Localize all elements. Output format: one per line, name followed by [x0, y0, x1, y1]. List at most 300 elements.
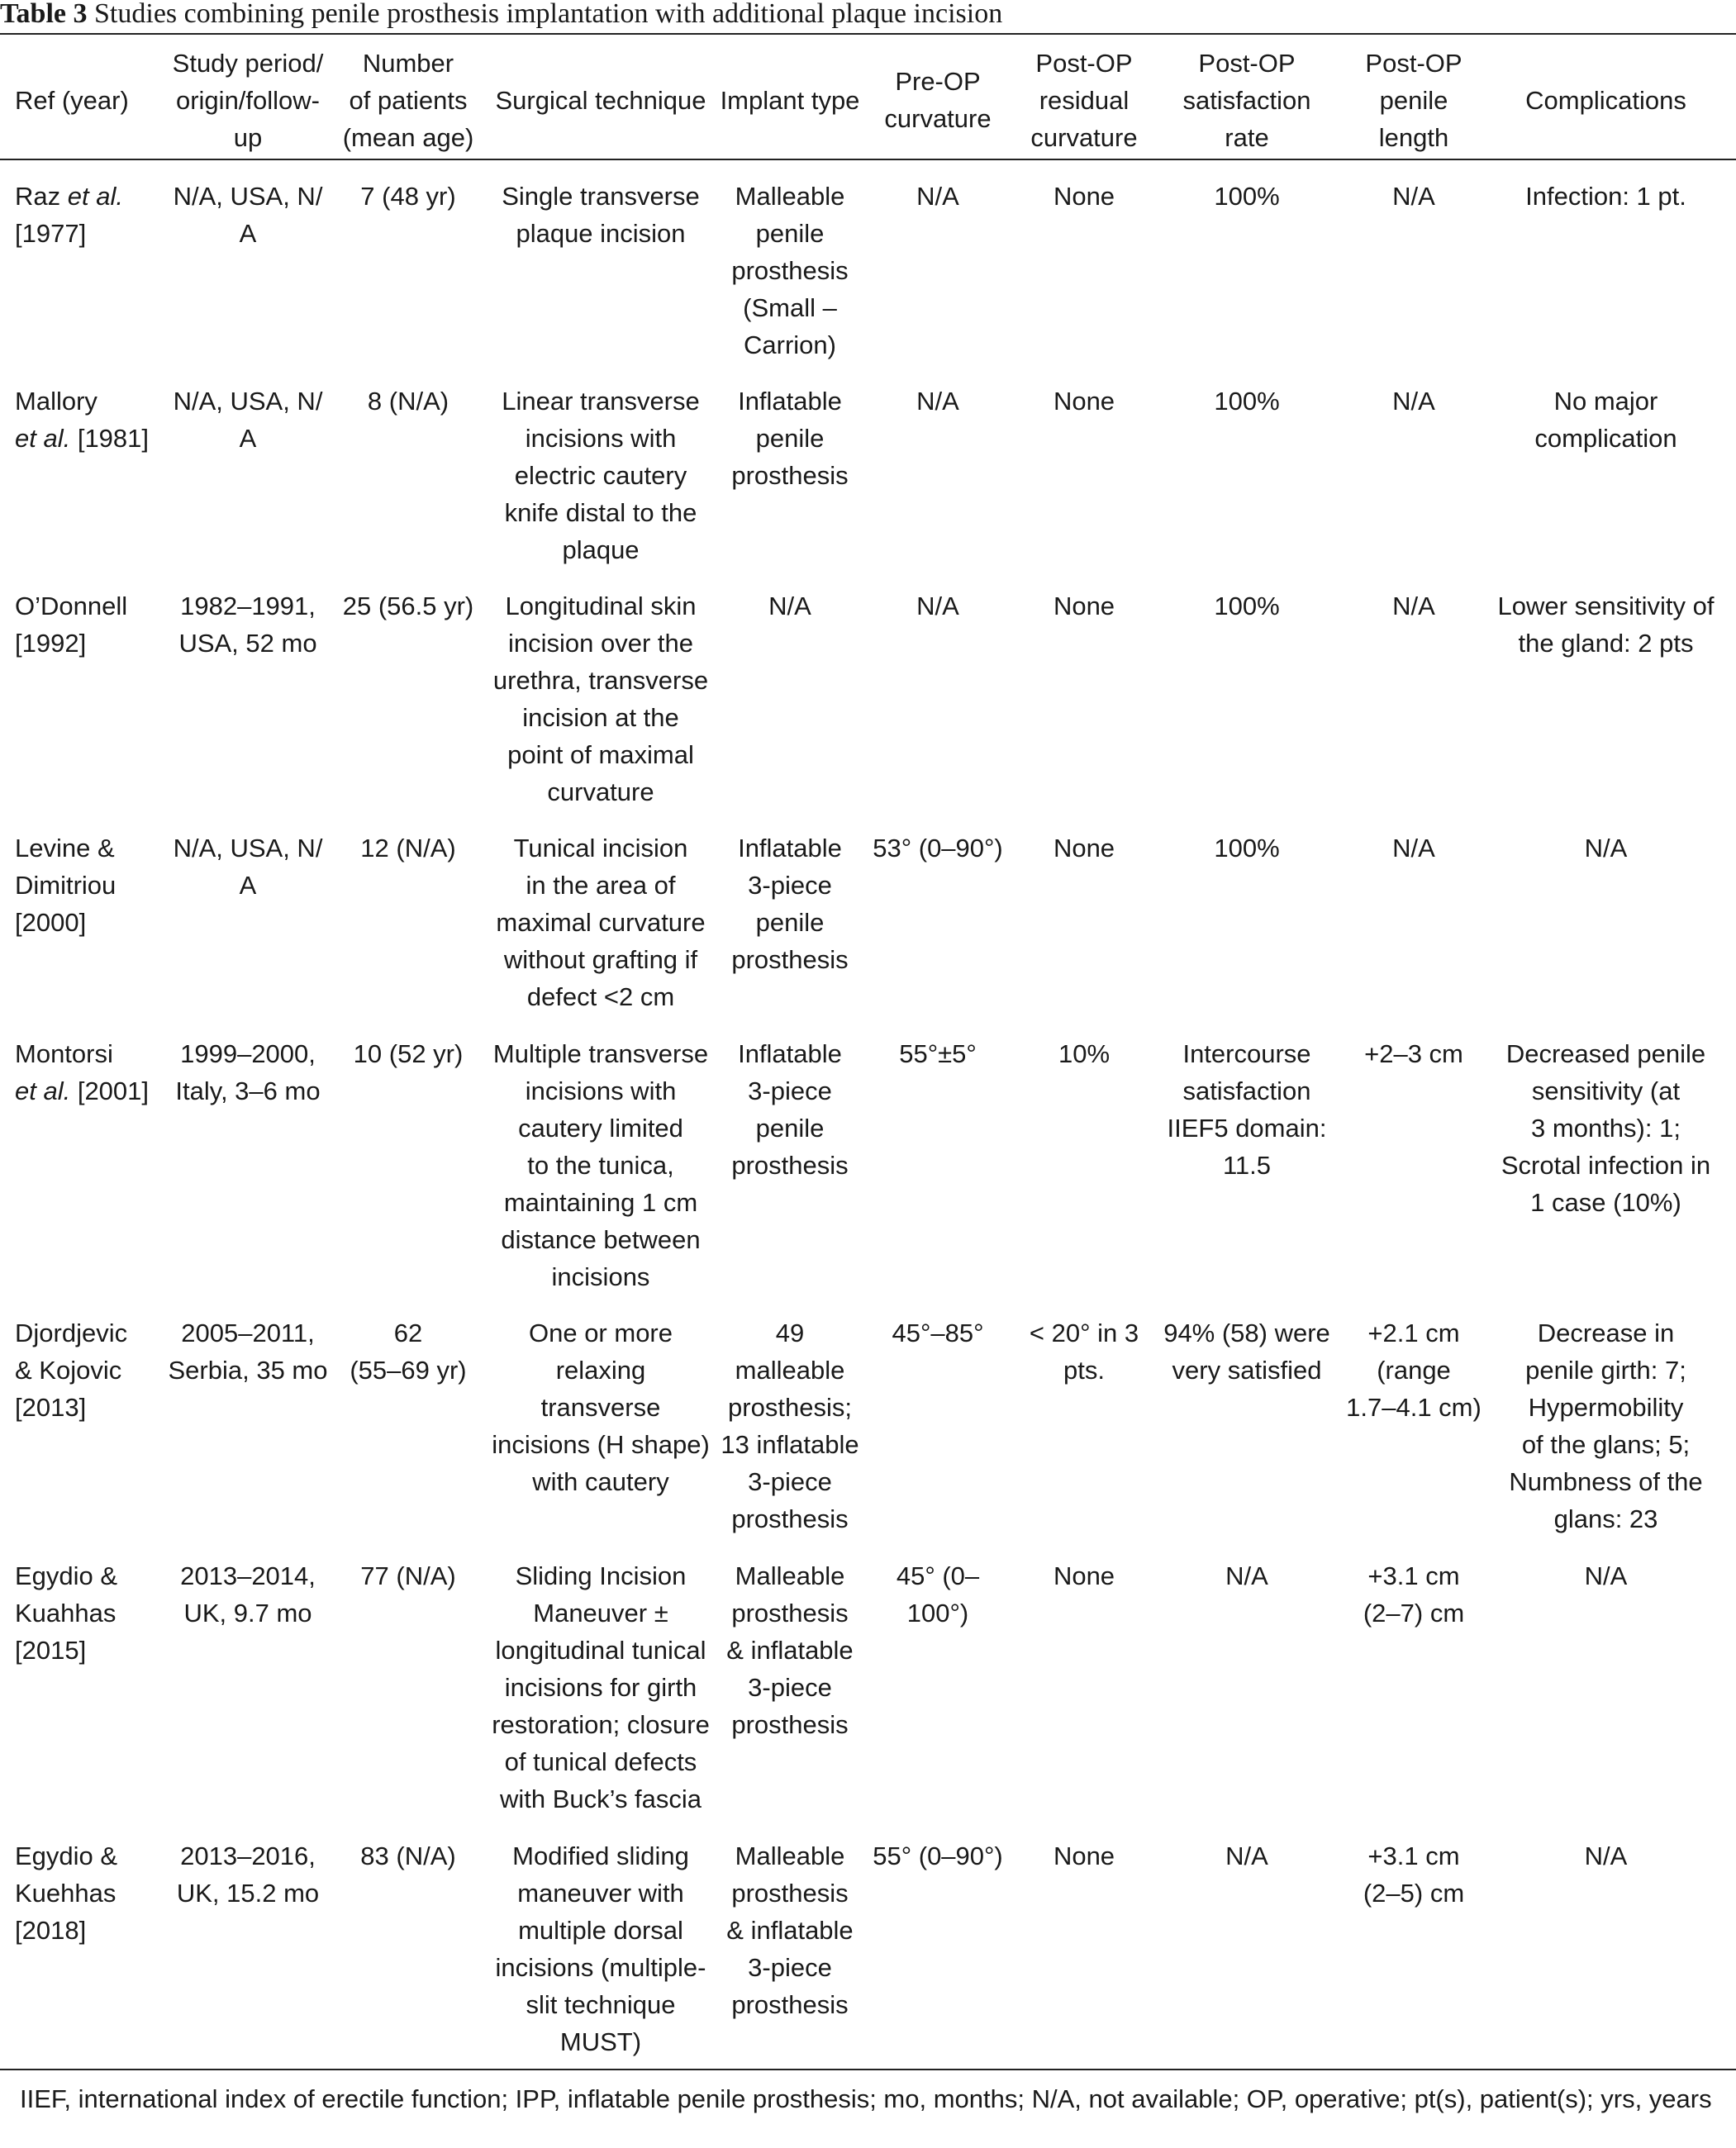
cell-line: Italy, 3–6 mo: [175, 1076, 321, 1105]
cell-line: 3-piece: [748, 871, 832, 900]
header-line: Post-OP: [1035, 48, 1133, 78]
cell-line: N/A: [1225, 1561, 1268, 1590]
cell-satisfaction: [1153, 829, 1340, 867]
cell-line: Modified sliding: [512, 1841, 689, 1870]
header-line: residual: [1039, 85, 1130, 115]
cell-line: < 20° in 3: [1029, 1319, 1139, 1347]
cell-line: Inflatable: [738, 834, 842, 863]
cell-line: Linear transverse: [502, 387, 700, 416]
cell-line: 25 (56.5 yr): [342, 592, 474, 620]
cell-complications: [1487, 178, 1724, 215]
cell-line: +2.1 cm: [1367, 1319, 1460, 1347]
cell-period: [162, 587, 334, 662]
cell-line: +3.1 cm: [1367, 1561, 1460, 1590]
cell-line: plaque: [562, 535, 640, 564]
cell-length: [1340, 1837, 1487, 1912]
cell-length: [1340, 1314, 1487, 1426]
cell-residual: [1015, 1557, 1153, 1594]
cell-line: prosthesis: [731, 461, 849, 490]
cell-line: None: [1053, 1841, 1115, 1870]
ref-text: [2018]: [15, 1916, 87, 1945]
cell-line: None: [1053, 1561, 1115, 1590]
cell-line: 12 (N/A): [360, 834, 456, 863]
table-caption: [0, 0, 1002, 35]
cell-line: plaque incision: [516, 219, 686, 248]
cell-line: to the tunica,: [527, 1151, 674, 1180]
cell-line: knife distal to the: [504, 498, 697, 527]
ref-line: [15, 215, 165, 252]
ref-line: [15, 625, 165, 662]
cell-technique: [483, 383, 719, 568]
cell-line: 1.7–4.1 cm): [1346, 1393, 1482, 1422]
ref-et-al: et al.: [67, 182, 123, 211]
cell-length: [1340, 383, 1487, 420]
cell-line: incisions for girth: [504, 1673, 697, 1702]
ref-line: [15, 1912, 165, 1949]
cell-line: 100%: [1214, 182, 1280, 211]
cell-technique: [483, 1035, 719, 1295]
ref-text: Mallory: [15, 387, 98, 416]
cell-line: penile: [755, 424, 825, 453]
cell-line: 1 case (10%): [1530, 1188, 1681, 1217]
cell-line: glans: 23: [1553, 1504, 1658, 1533]
cell-line: malleable: [735, 1356, 845, 1385]
cell-line: USA, 52 mo: [178, 629, 317, 658]
cell-ref: [15, 383, 165, 457]
table-number: Table 3: [0, 0, 88, 29]
cell-line: 94% (58) were: [1163, 1319, 1330, 1347]
cell-line: 77 (N/A): [360, 1561, 456, 1590]
cell-line: A: [239, 871, 257, 900]
cell-line: Inflatable: [738, 1039, 842, 1068]
cell-line: Malleable: [735, 1841, 845, 1870]
ref-text: Kuehhas: [15, 1879, 117, 1908]
cell-line: Infection: 1 pt.: [1525, 182, 1686, 211]
ref-text: Egydio &: [15, 1841, 118, 1870]
cell-line: of the glans; 5;: [1521, 1430, 1691, 1459]
ref-line: [15, 420, 165, 457]
cell-patients: [334, 1557, 483, 1594]
header-line: Complications: [1525, 85, 1686, 115]
cell-line: A: [239, 219, 257, 248]
cell-line: incisions: [551, 1262, 650, 1291]
cell-residual: [1015, 1314, 1153, 1389]
cell-implant: [719, 1035, 861, 1184]
cell-line: 100%: [1214, 592, 1280, 620]
cell-line: & inflatable: [726, 1916, 854, 1945]
cell-line: UK, 15.2 mo: [176, 1879, 320, 1908]
header-ref: [15, 43, 165, 157]
cell-line: pts.: [1063, 1356, 1105, 1385]
cell-implant: [719, 829, 861, 978]
cell-line: very satisfied: [1172, 1356, 1322, 1385]
cell-line: Serbia, 35 mo: [168, 1356, 328, 1385]
cell-pre: [861, 587, 1015, 625]
ref-line: [15, 1389, 165, 1426]
cell-pre: [861, 1035, 1015, 1072]
ref-text: [2015]: [15, 1636, 87, 1665]
header-line: origin/follow-: [175, 85, 320, 115]
cell-line: N/A: [1392, 592, 1435, 620]
cell-line: 3-piece: [748, 1953, 832, 1982]
cell-line: None: [1053, 387, 1115, 416]
header-implant: [719, 43, 861, 157]
ref-text: O’Donnell: [15, 592, 128, 620]
cell-period: [162, 178, 334, 252]
header-line: Post-OP: [1198, 48, 1296, 78]
cell-line: Single transverse: [502, 182, 700, 211]
cell-line: penile: [755, 219, 825, 248]
cell-ref: [15, 1557, 165, 1669]
header-technique: [483, 43, 719, 157]
cell-length: [1340, 1035, 1487, 1072]
cell-patients: [334, 1035, 483, 1072]
cell-line: N/A: [916, 592, 959, 620]
cell-line: (2–7) cm: [1363, 1599, 1465, 1628]
cell-line: 100%: [1214, 834, 1280, 863]
header-length: [1340, 43, 1487, 157]
cell-line: 10 (52 yr): [353, 1039, 464, 1068]
cell-line: N/A: [1584, 834, 1628, 863]
header-line: of patients: [349, 85, 468, 115]
cell-line: 3 months): 1;: [1531, 1114, 1681, 1143]
ref-text: Levine &: [15, 834, 115, 863]
header-line: rate: [1225, 122, 1269, 152]
cell-line: N/A: [1392, 387, 1435, 416]
cell-line: prosthesis: [731, 1710, 849, 1739]
cell-line: prosthesis: [731, 1151, 849, 1180]
cell-line: UK, 9.7 mo: [183, 1599, 312, 1628]
cell-line: longitudinal tunical: [495, 1636, 706, 1665]
cell-line: N/A: [916, 182, 959, 211]
cell-implant: [719, 1314, 861, 1537]
cell-line: prosthesis: [731, 1990, 849, 2019]
cell-line: incisions (H shape): [492, 1430, 710, 1459]
cell-line: (55–69 yr): [350, 1356, 467, 1385]
cell-line: Decrease in: [1537, 1319, 1675, 1347]
header-line: Implant type: [720, 85, 860, 115]
cell-line: 3-piece: [748, 1467, 832, 1496]
ref-text: [1992]: [15, 629, 87, 658]
cell-line: Intercourse: [1182, 1039, 1311, 1068]
top-rule: [0, 33, 1736, 35]
cell-pre: [861, 383, 1015, 420]
cell-complications: [1487, 1837, 1724, 1875]
cell-line: (Small –: [743, 293, 837, 322]
cell-complications: [1487, 1557, 1724, 1594]
cell-line: N/A: [1392, 834, 1435, 863]
cell-line: multiple dorsal: [518, 1916, 683, 1945]
cell-period: [162, 829, 334, 904]
cell-line: sensitivity (at: [1531, 1076, 1681, 1105]
cell-line: prosthesis: [731, 945, 849, 974]
cell-line: MUST): [559, 2027, 642, 2056]
cell-technique: [483, 587, 719, 810]
cell-line: 83 (N/A): [360, 1841, 456, 1870]
ref-text: Montorsi: [15, 1039, 113, 1068]
cell-line: 1982–1991,: [180, 592, 316, 620]
ref-text: [2013]: [15, 1393, 87, 1422]
cell-ref: [15, 1314, 165, 1426]
ref-line: [15, 1557, 165, 1594]
ref-line: [15, 1072, 165, 1110]
cell-satisfaction: [1153, 1035, 1340, 1184]
ref-line: [15, 1314, 165, 1352]
cell-line: N/A: [1392, 182, 1435, 211]
cell-line: 45°–85°: [892, 1319, 984, 1347]
cell-line: prosthesis: [731, 1879, 849, 1908]
cell-line: penile: [755, 1114, 825, 1143]
cell-line: N/A, USA, N/: [173, 387, 323, 416]
table-title: Studies combining penile prosthesis implantation with additional plaque incision: [87, 0, 1003, 29]
cell-line: 55° (0–90°): [873, 1841, 1003, 1870]
cell-line: N/A: [1584, 1561, 1628, 1590]
cell-line: Lower sensitivity of: [1497, 592, 1715, 620]
ref-line: [15, 383, 165, 420]
cell-line: None: [1053, 834, 1115, 863]
cell-ref: [15, 1837, 165, 1949]
cell-line: A: [239, 424, 257, 453]
ref-line: [15, 1594, 165, 1632]
cell-complications: [1487, 829, 1724, 867]
cell-line: +2–3 cm: [1364, 1039, 1463, 1068]
ref-line: [15, 587, 165, 625]
cell-line: with cautery: [532, 1467, 669, 1496]
cell-period: [162, 1035, 334, 1110]
cell-period: [162, 1557, 334, 1632]
cell-ref: [15, 1035, 165, 1110]
cell-pre: [861, 1557, 1015, 1632]
cell-line: cautery limited: [518, 1114, 683, 1143]
cell-line: transverse: [540, 1393, 661, 1422]
cell-technique: [483, 1557, 719, 1818]
header-line: curvature: [884, 104, 992, 133]
cell-line: prosthesis: [731, 1504, 849, 1533]
cell-line: without grafting if: [503, 945, 698, 974]
header-line: up: [233, 122, 263, 152]
cell-satisfaction: [1153, 383, 1340, 420]
ref-text: [1981]: [70, 424, 150, 453]
cell-line: N/A: [1584, 1841, 1628, 1870]
cell-line: with Buck’s fascia: [499, 1784, 702, 1813]
cell-line: incision at the: [522, 703, 679, 732]
header-line: Study period/: [172, 48, 324, 78]
ref-text: Egydio &: [15, 1561, 118, 1590]
cell-line: Multiple transverse: [492, 1039, 709, 1068]
cell-ref: [15, 829, 165, 941]
cell-line: Decreased penile: [1505, 1039, 1706, 1068]
cell-technique: [483, 178, 719, 252]
header-residual-curvature: [1015, 43, 1153, 157]
header-line: length: [1378, 122, 1449, 152]
ref-line: [15, 867, 165, 904]
cell-line: Longitudinal skin: [505, 592, 697, 620]
bottom-rule: [0, 2069, 1736, 2070]
cell-complications: [1487, 383, 1724, 457]
cell-line: Inflatable: [738, 387, 842, 416]
cell-satisfaction: [1153, 178, 1340, 215]
cell-line: incision over the: [507, 629, 693, 658]
cell-patients: [334, 1314, 483, 1389]
cell-line: satisfaction: [1182, 1076, 1311, 1105]
cell-line: the gland: 2 pts: [1518, 629, 1694, 658]
cell-line: incisions with: [525, 424, 677, 453]
cell-satisfaction: [1153, 1837, 1340, 1875]
cell-line: Maneuver ±: [533, 1599, 668, 1628]
cell-line: complication: [1534, 424, 1677, 453]
cell-line: of tunical defects: [504, 1747, 697, 1776]
cell-line: 2013–2014,: [180, 1561, 316, 1590]
cell-length: [1340, 829, 1487, 867]
cell-line: No major: [1553, 387, 1658, 416]
header-satisfaction: [1153, 43, 1340, 157]
header-line: Ref (year): [15, 85, 129, 115]
header-line: Post-OP: [1365, 48, 1463, 78]
cell-line: distance between: [501, 1225, 701, 1254]
cell-implant: [719, 383, 861, 494]
cell-line: incisions (multiple-: [495, 1953, 706, 1982]
ref-line: [15, 1632, 165, 1669]
cell-line: N/A: [1225, 1841, 1268, 1870]
ref-line: [15, 829, 165, 867]
cell-implant: [719, 1557, 861, 1743]
cell-complications: [1487, 587, 1724, 662]
cell-patients: [334, 587, 483, 625]
cell-line: None: [1053, 592, 1115, 620]
cell-patients: [334, 383, 483, 420]
cell-residual: [1015, 587, 1153, 625]
header-line: Pre-OP: [895, 67, 981, 96]
header-line: Number: [362, 48, 454, 78]
ref-line: [15, 1352, 165, 1389]
cell-line: relaxing: [555, 1356, 646, 1385]
cell-pre: [861, 1837, 1015, 1875]
cell-line: IIEF5 domain:: [1167, 1114, 1327, 1143]
cell-line: penile: [755, 908, 825, 937]
ref-line: [15, 1035, 165, 1072]
header-pre-curvature: [861, 43, 1015, 157]
ref-et-al: et al.: [15, 424, 71, 453]
cell-length: [1340, 587, 1487, 625]
cell-line: Sliding Incision: [515, 1561, 687, 1590]
cell-line: N/A, USA, N/: [173, 834, 323, 863]
cell-residual: [1015, 178, 1153, 215]
cell-residual: [1015, 383, 1153, 420]
header-line: (mean age): [342, 122, 474, 152]
cell-line: 53° (0–90°): [873, 834, 1003, 863]
cell-complications: [1487, 1035, 1724, 1221]
cell-period: [162, 1314, 334, 1389]
ref-text: [2001]: [70, 1076, 150, 1105]
cell-line: 3-piece: [748, 1076, 832, 1105]
header-line: penile: [1379, 85, 1448, 115]
cell-line: penile girth: 7;: [1525, 1356, 1686, 1385]
cell-line: Hypermobility: [1528, 1393, 1684, 1422]
cell-line: prosthesis: [731, 256, 849, 285]
cell-line: +3.1 cm: [1367, 1841, 1460, 1870]
cell-complications: [1487, 1314, 1724, 1537]
cell-line: curvature: [547, 777, 654, 806]
cell-residual: [1015, 829, 1153, 867]
cell-line: Numbness of the: [1509, 1467, 1703, 1496]
cell-ref: [15, 587, 165, 662]
cell-technique: [483, 1314, 719, 1500]
cell-length: [1340, 178, 1487, 215]
cell-line: 2013–2016,: [180, 1841, 316, 1870]
cell-line: 55°±5°: [899, 1039, 977, 1068]
cell-line: 2005–2011,: [181, 1319, 315, 1347]
header-line: satisfaction: [1182, 85, 1311, 115]
cell-line: maneuver with: [517, 1879, 684, 1908]
cell-implant: [719, 1837, 861, 2023]
cell-line: 100%: [1214, 387, 1280, 416]
cell-line: prosthesis;: [728, 1393, 852, 1422]
cell-pre: [861, 829, 1015, 867]
ref-text: [1977]: [15, 219, 87, 248]
cell-technique: [483, 829, 719, 1015]
cell-patients: [334, 1837, 483, 1875]
ref-line: [15, 1875, 165, 1912]
cell-line: 45° (0–: [896, 1561, 980, 1590]
cell-period: [162, 383, 334, 457]
cell-ref: [15, 178, 165, 252]
cell-residual: [1015, 1035, 1153, 1072]
cell-implant: [719, 587, 861, 625]
cell-line: 1999–2000,: [180, 1039, 316, 1068]
cell-line: (2–5) cm: [1363, 1879, 1465, 1908]
cell-line: 3-piece: [748, 1673, 832, 1702]
ref-line: [15, 178, 165, 215]
ref-text: & Kojovic: [15, 1356, 122, 1385]
cell-line: 100°): [906, 1599, 969, 1628]
header-line: Surgical technique: [495, 85, 706, 115]
ref-line: [15, 1837, 165, 1875]
cell-line: Tunical incision: [513, 834, 688, 863]
cell-satisfaction: [1153, 1557, 1340, 1594]
cell-line: defect <2 cm: [526, 982, 675, 1011]
header-line: curvature: [1030, 122, 1138, 152]
cell-line: urethra, transverse: [492, 666, 709, 695]
header-rule: [0, 159, 1736, 160]
cell-line: Malleable: [735, 1561, 845, 1590]
cell-line: restoration; closure: [492, 1710, 710, 1739]
cell-line: electric cautery: [514, 461, 687, 490]
ref-text: Raz: [15, 182, 68, 211]
cell-satisfaction: [1153, 587, 1340, 625]
cell-line: 49: [775, 1319, 805, 1347]
cell-line: 8 (N/A): [367, 387, 449, 416]
cell-line: N/A, USA, N/: [173, 182, 323, 211]
cell-line: maintaining 1 cm: [503, 1188, 698, 1217]
cell-pre: [861, 1314, 1015, 1352]
cell-line: N/A: [768, 592, 811, 620]
ref-text: [2000]: [15, 908, 87, 937]
cell-line: maximal curvature: [496, 908, 706, 937]
cell-patients: [334, 178, 483, 215]
cell-implant: [719, 178, 861, 364]
cell-line: incisions with: [525, 1076, 677, 1105]
cell-length: [1340, 1557, 1487, 1632]
cell-line: 11.5: [1222, 1151, 1272, 1180]
cell-line: None: [1053, 182, 1115, 211]
cell-line: N/A: [916, 387, 959, 416]
cell-patients: [334, 829, 483, 867]
cell-line: 10%: [1058, 1039, 1111, 1068]
cell-line: Scrotal infection in: [1501, 1151, 1711, 1180]
cell-period: [162, 1837, 334, 1912]
cell-line: 13 inflatable: [721, 1430, 859, 1459]
cell-pre: [861, 178, 1015, 215]
